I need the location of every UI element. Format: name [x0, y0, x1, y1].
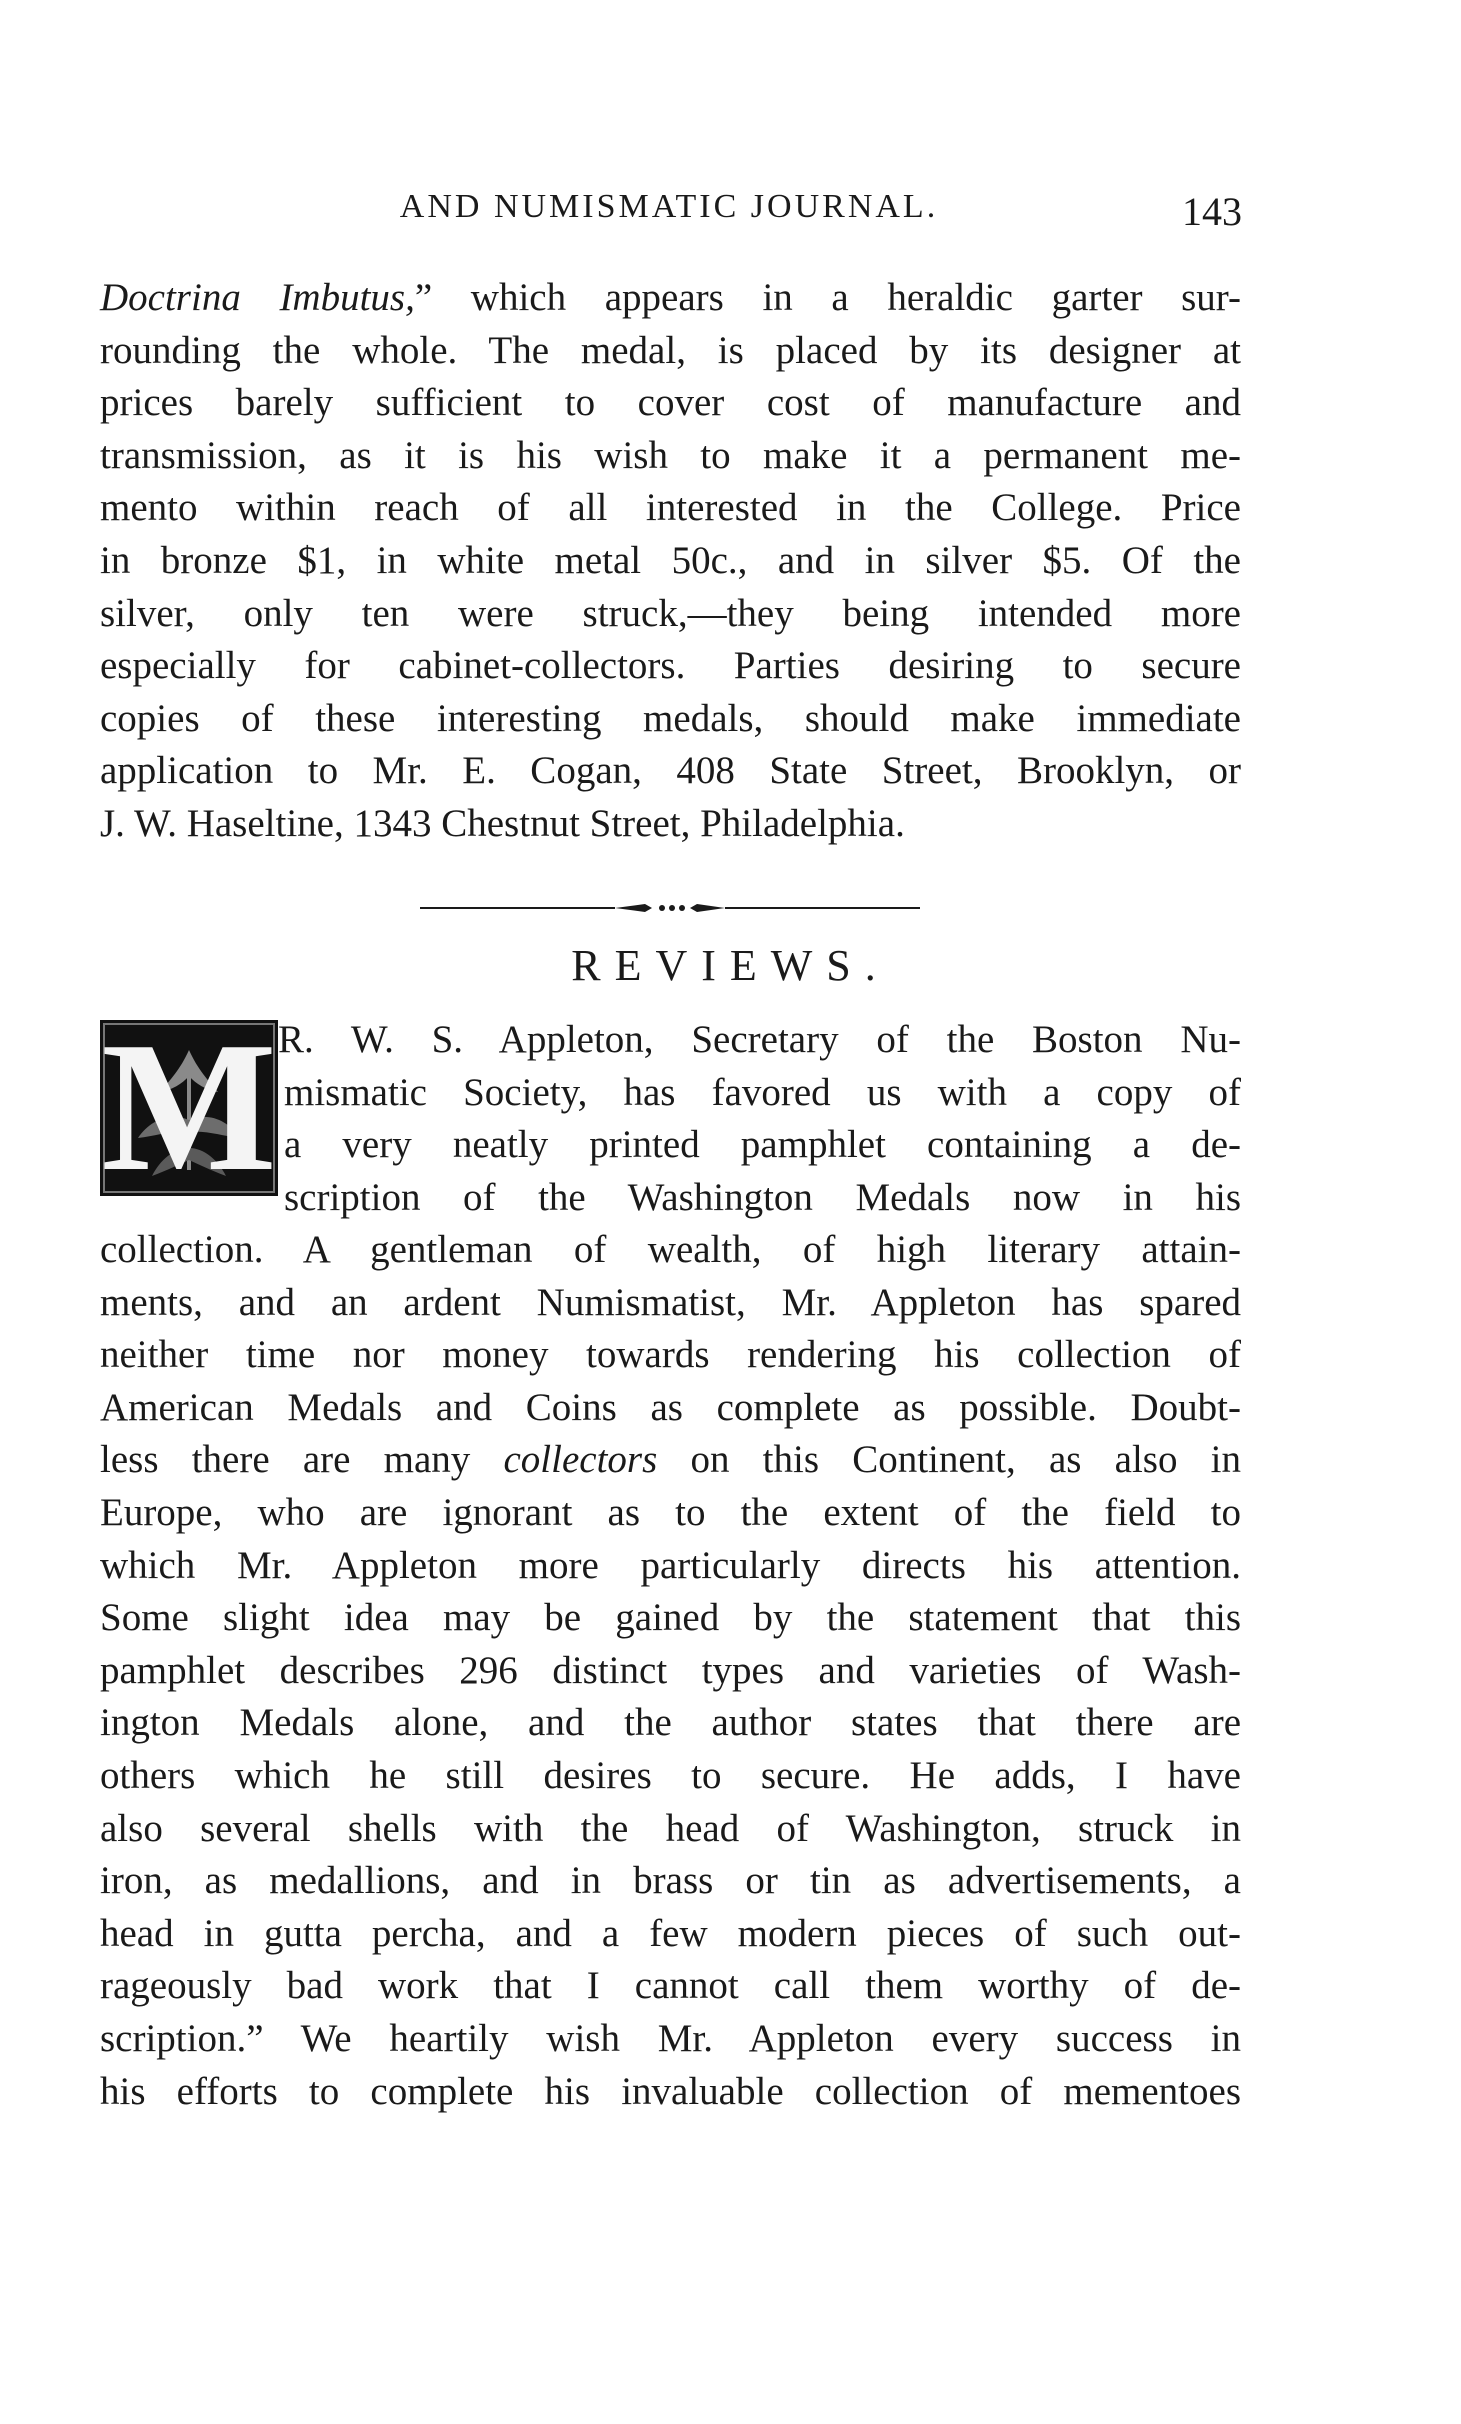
section-divider-ornament	[420, 898, 920, 918]
text-line: especially for cabinet-collectors. Parties desiring to secure	[100, 644, 1241, 688]
text-line-rest: ” which appears in a heraldic garter sur-	[414, 276, 1241, 319]
text-line: his efforts to complete his invaluable collection of mementoes	[100, 2069, 1241, 2113]
latin-motto: Doctrina Imbutus,	[100, 276, 415, 319]
text-line	[100, 272, 1241, 325]
text-line: prices barely sufficient to cover cost of manufacture and	[100, 381, 1241, 425]
text-line: others which he still desires to secure. He adds, I have	[100, 1753, 1241, 1797]
text-line: silver, only ten were struck,—they being intended more	[100, 591, 1241, 635]
text-line: pamphlet describes 296 distinct types and varieties of Wash-	[100, 1648, 1241, 1692]
text-line: head in gutta percha, and a few modern pieces of such out-	[100, 1911, 1241, 1955]
text-line-with-italic	[100, 1434, 1241, 1487]
text-line: rounding the whole. The medal, is placed by its designer at	[100, 328, 1241, 372]
text-line: copies of these interesting medals, should make immediate	[100, 696, 1241, 740]
page-header	[96, 188, 1242, 238]
text-line: R. W. S. Appleton, Secretary of the Boston Nu-	[278, 1018, 1241, 1061]
text-line: also several shells with the head of Washington, struck in	[100, 1806, 1241, 1850]
section-title: REVIEWS.	[571, 941, 890, 990]
text-line: J. W. Haseltine, 1343 Chestnut Street, Philadelphia.	[100, 801, 905, 845]
text-fragment: less there are many	[100, 1438, 504, 1482]
text-line: scription of the Washington Medals now in his	[284, 1175, 1241, 1219]
text-line: American Medals and Coins as complete as possible. Doubt-	[100, 1385, 1241, 1429]
paragraph-medal-description	[100, 272, 1241, 851]
drop-cap-letter: M	[101, 1004, 277, 1210]
page-number: 143	[1182, 189, 1242, 234]
text-line: which Mr. Appleton more particularly directs his attention.	[100, 1543, 1241, 1587]
text-line: neither time nor money towards rendering his collection of	[100, 1333, 1241, 1377]
text-fragment: on this Continent, as also in	[657, 1438, 1241, 1482]
text-line: ments, and an ardent Numismatist, Mr. Appleton has spared	[100, 1280, 1241, 1324]
italic-word: collectors	[503, 1438, 658, 1482]
text-line: scription.” We heartily wish Mr. Appleton every success in	[100, 2016, 1241, 2060]
text-line: a very neatly printed pamphlet containing a de-	[284, 1123, 1241, 1167]
text-line: iron, as medallions, and in brass or tin as advertisements, a	[100, 1859, 1241, 1903]
text-line: mento within reach of all interested in the College. Price	[100, 486, 1241, 530]
text-line: Some slight idea may be gained by the statement that this	[100, 1596, 1241, 1640]
text-line: Europe, who are ignorant as to the extent of the field to	[100, 1490, 1241, 1534]
text-line: ington Medals alone, and the author states that there are	[100, 1701, 1241, 1745]
paragraph-review-opening	[278, 1014, 1241, 1224]
text-line: application to Mr. E. Cogan, 408 State Street, Brooklyn, or	[100, 749, 1241, 793]
text-line: mismatic Society, has favored us with a copy of	[284, 1070, 1241, 1114]
text-line: in bronze $1, in white metal 50c., and in silver $5. Of the	[100, 538, 1241, 582]
paragraph-review-body	[100, 1224, 1241, 2118]
running-head: AND NUMISMATIC JOURNAL.	[399, 188, 939, 225]
decorative-initial	[100, 1004, 278, 1210]
text-line: transmission, as it is his wish to make it a permanent me-	[100, 433, 1241, 477]
text-line: rageously bad work that I cannot call them worthy of de-	[100, 1964, 1241, 2008]
text-line: collection. A gentleman of wealth, of high literary attain-	[100, 1228, 1241, 1271]
